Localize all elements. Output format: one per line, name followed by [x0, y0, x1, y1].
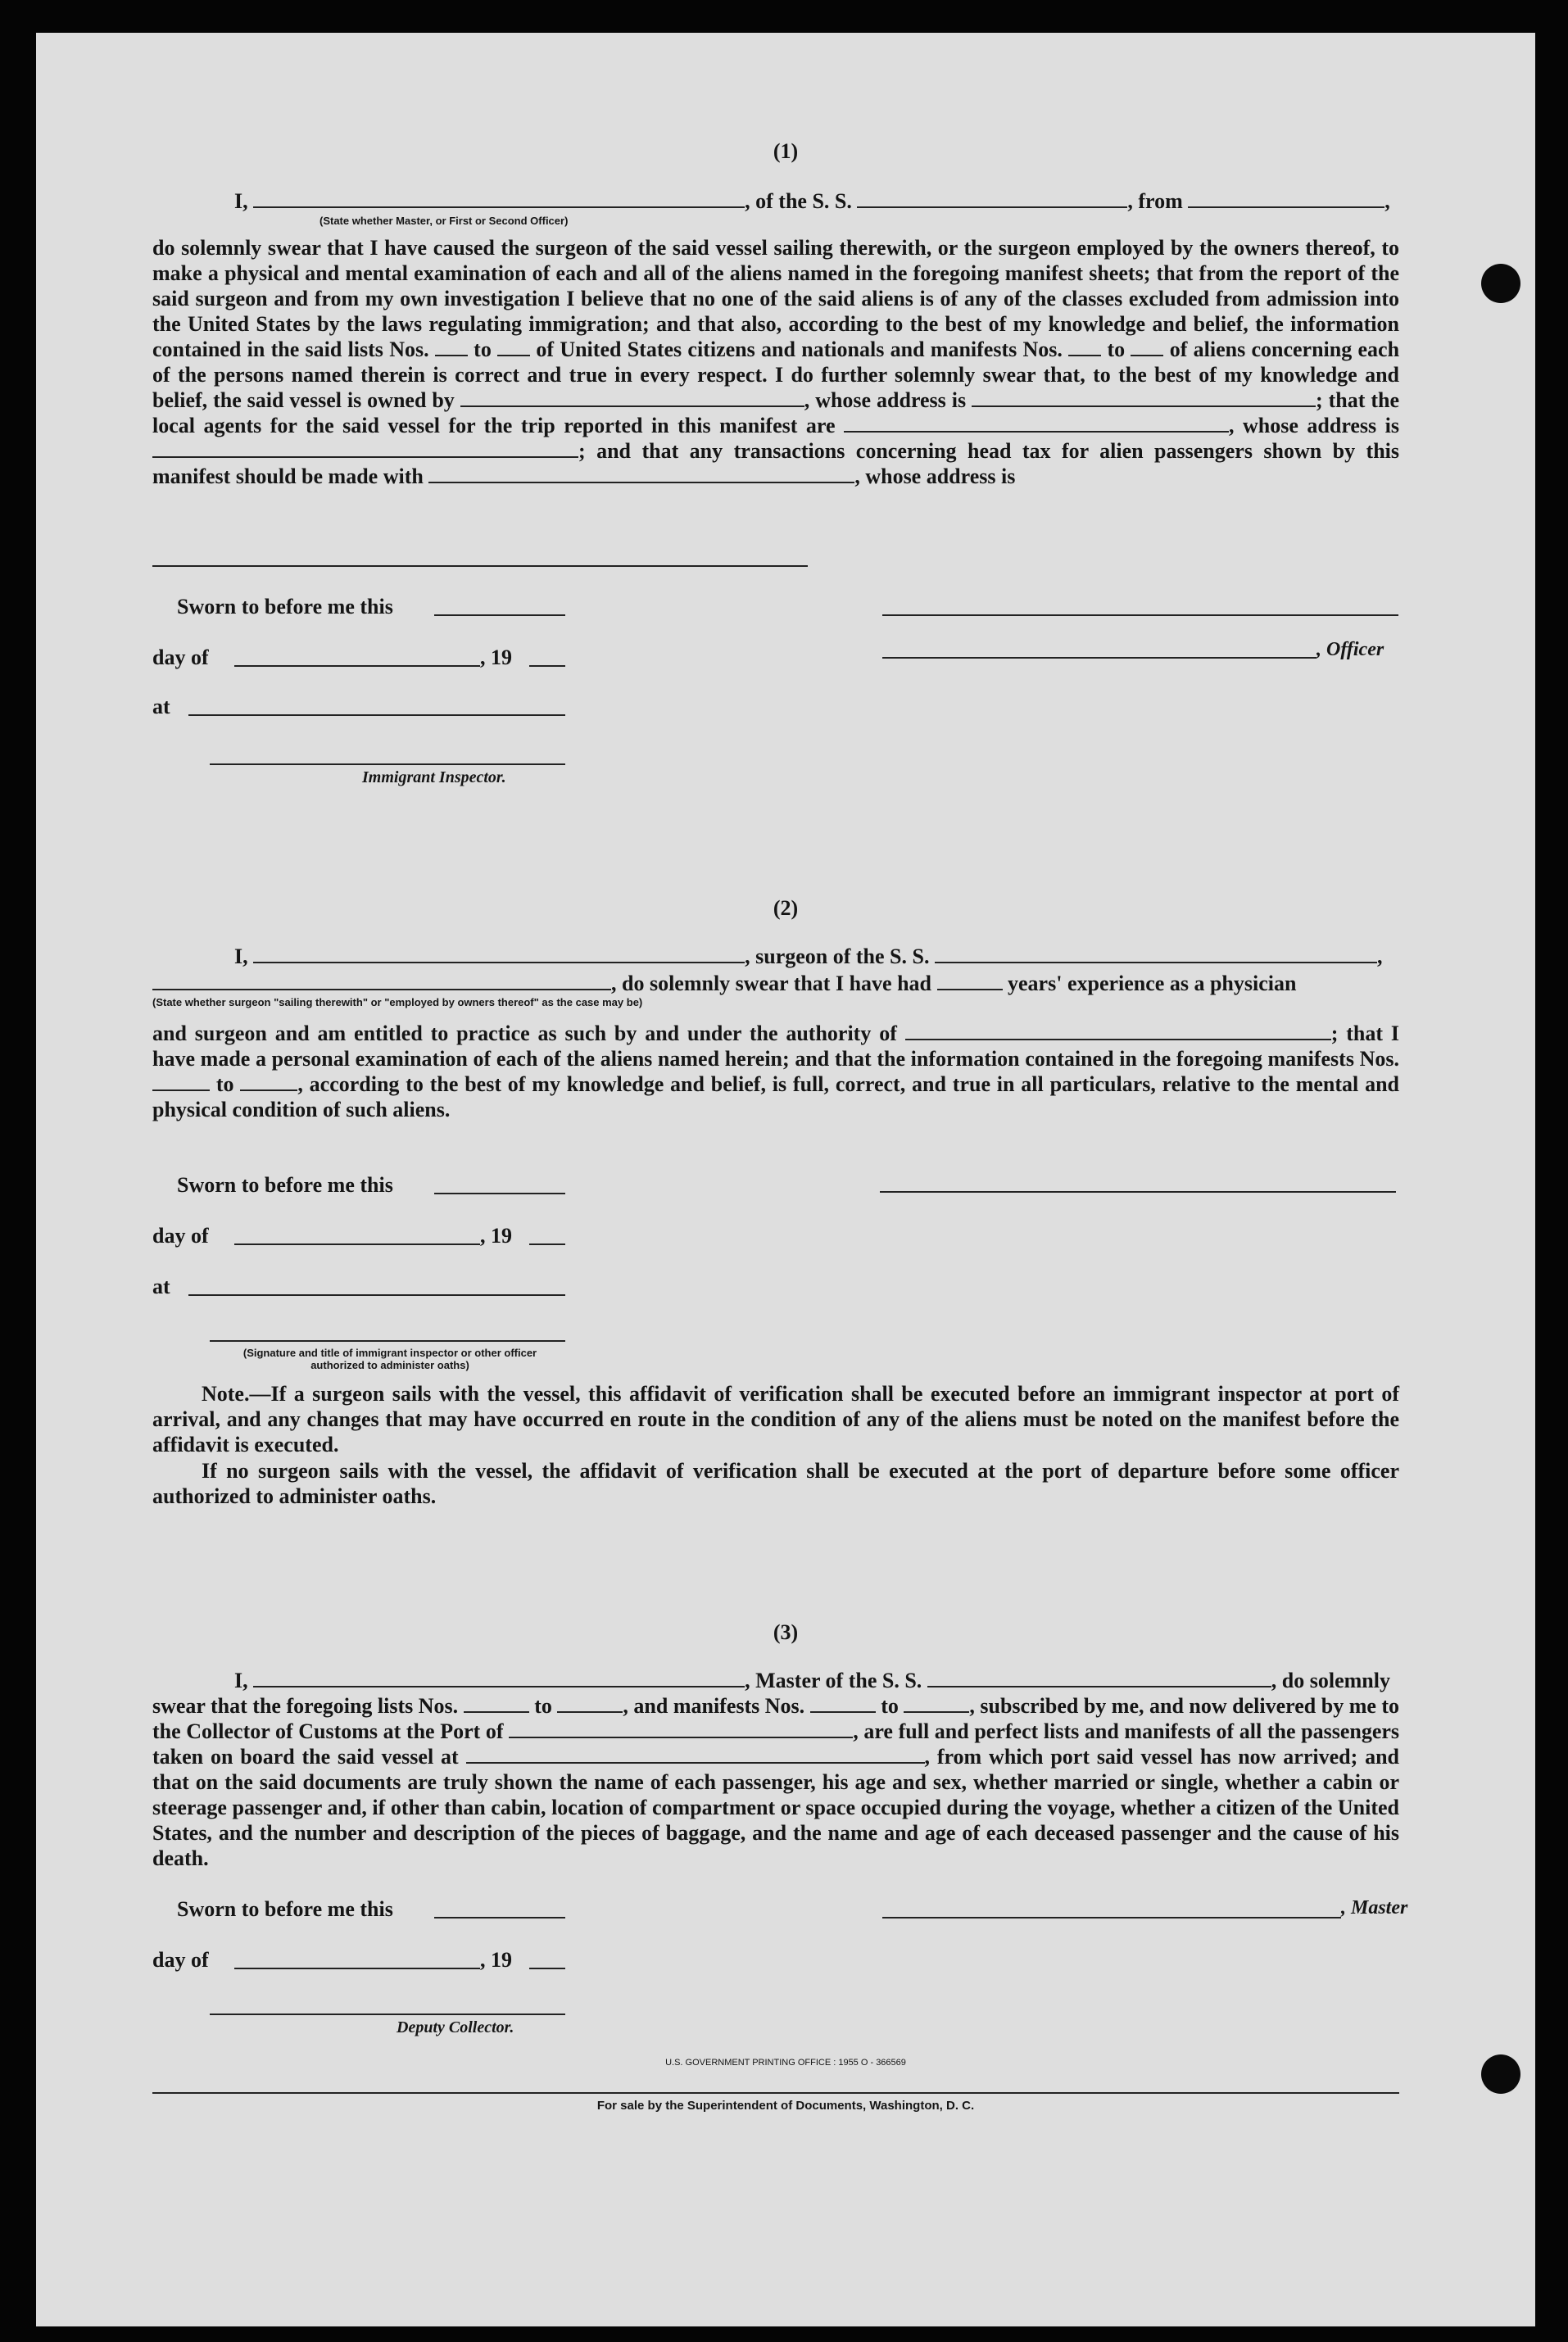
practice-authority-blank[interactable]: [905, 1022, 1331, 1040]
master-title: , Master: [1341, 1897, 1408, 1918]
deputy-collector-title: Deputy Collector.: [397, 2018, 514, 2036]
departure-port-blank[interactable]: [1188, 190, 1384, 208]
section-3-sworn-label: Sworn to before me this: [177, 1897, 393, 1921]
vessel-name-blank[interactable]: [857, 190, 1127, 208]
section-1-sworn-label: Sworn to before me this: [177, 595, 393, 618]
section-2-number: (2): [773, 896, 799, 920]
section-3-number: (3): [773, 1620, 799, 1644]
printing-office-imprint: U.S. GOVERNMENT PRINTING OFFICE : 1955 O - 366569: [665, 2058, 906, 2068]
agents-address-blank[interactable]: [152, 440, 578, 458]
sale-notice: For sale by the Superintendent of Documents, Washington, D. C.: [596, 2099, 975, 2113]
manifests-to-blank[interactable]: [1131, 338, 1163, 356]
section-1-day-of-line[interactable]: [234, 665, 480, 667]
surgeon-name-blank[interactable]: [253, 945, 745, 963]
section-3-oath-text: swear that the foregoing lists Nos. to , and manifests Nos. to , subscribed by me, and now delivered by me to the Collector of Customs at the Port of , are full and perfect lists and manifests of all the passengers taken on board the said vessel at , from which port said vessel has now arrived; and that on the said documents are truly shown the name of each passenger, his age and sex, whether married or single, whether a cabin or steerage passenger and, if other than cabin, location of compartment or space occupied during the voyage, whether a citizen of the United States, and the number and description of the pieces of baggage, and the name and age of each deceased passenger and the cause of his death.: [152, 1694, 1400, 1870]
section-3-first-line: I, , Master of the S. S. , do solemnly: [234, 1669, 1390, 1692]
boarding-port-blank[interactable]: [466, 1746, 925, 1764]
section-3-day-of-label: day of: [152, 1948, 209, 1972]
section-3-sworn-day-line[interactable]: [434, 1917, 565, 1918]
officer-rank-hint: (State whether Master, or First or Second Officer): [319, 215, 569, 227]
surgeon-vessel-blank[interactable]: [935, 945, 1377, 963]
head-tax-party-blank[interactable]: [428, 465, 854, 483]
surgeon-status-blank[interactable]: [152, 972, 611, 990]
section-1-year-label: , 19: [480, 646, 512, 669]
master-name-blank[interactable]: [253, 1669, 745, 1687]
local-agents-blank[interactable]: [844, 414, 1229, 433]
note-label: Note.: [202, 1382, 250, 1406]
master-manifests-to-blank[interactable]: [904, 1695, 969, 1713]
form-page: [36, 33, 1535, 2326]
owner-address-blank[interactable]: [972, 389, 1316, 407]
section-3-year-label: , 19: [480, 1948, 512, 1972]
section-3-year-line[interactable]: [529, 1968, 565, 1969]
section-2-at-label: at: [152, 1275, 170, 1298]
inspector-signature-hint: (Signature and title of immigrant inspector or other officer authorized to administer oaths): [242, 1347, 537, 1371]
section-2-oath-text: and surgeon and am entitled to practice as such by and under the authority of ; that I have made a personal examination of each of the aliens named herein; and that the information contained in the foregoing manifests Nos. to , according to the best of my knowledge and belief, is full, correct, and true in all particulars, relative to the mental and physical condition of such aliens.: [152, 1022, 1399, 1121]
section-1-officer-signature-line[interactable]: [882, 657, 1316, 659]
section-2-at-line[interactable]: [188, 1294, 565, 1296]
lists-from-blank[interactable]: [435, 338, 468, 356]
section-1-sworn-day-line[interactable]: [434, 614, 565, 616]
manifests-from-blank[interactable]: [1068, 338, 1101, 356]
section-1-oath-text: do solemnly swear that I have caused the surgeon of the said vessel sailing therewith, or the surgeon employed by the owners thereof, to make a physical and mental examination of each and all of the aliens named in the foregoing manifest sheets; that from the report of the said surgeon and from my own investigation I believe that no one of the said aliens is of any of the classes excluded from admission into the United States by the laws regulating immigration; and that also, according to the best of my knowledge and belief, the information contained in the said lists Nos. to of United States citizens and nationals and manifests Nos. to of aliens concerning each of the persons named therein is correct and true in every respect. I do further solemnly swear that, to the best of my knowledge and belief, the said vessel is owned by , whose address is ; that the local agents for the said vessel for the trip reported in this manifest are , whose address is ; and that any transactions concerning head tax for alien passengers shown by this manifest should be made with , whose address is: [152, 236, 1400, 488]
head-tax-address-line[interactable]: [152, 565, 808, 567]
inspector-signature-line[interactable]: [210, 763, 565, 765]
vessel-owner-blank[interactable]: [460, 389, 804, 407]
surgeon-manifests-from-blank[interactable]: [152, 1073, 210, 1091]
section-2-second-line: , do solemnly swear that I have had years' experience as a physician: [152, 971, 1399, 996]
no-surgeon-note: If no surgeon sails with the vessel, the affidavit of verification shall be executed at the port of departure before some officer authorized to administer oaths.: [152, 1459, 1399, 1508]
section-3-day-of-line[interactable]: [234, 1968, 480, 1969]
customs-port-blank[interactable]: [509, 1720, 853, 1738]
master-lists-to-blank[interactable]: [557, 1695, 623, 1713]
officer-title: , Officer: [1316, 639, 1384, 660]
surgeon-manifests-to-blank[interactable]: [240, 1073, 297, 1091]
section-1-year-line[interactable]: [529, 665, 565, 667]
master-manifests-from-blank[interactable]: [810, 1695, 876, 1713]
section-2-inspector-signature-line[interactable]: [210, 1340, 565, 1342]
punch-hole-top: [1481, 264, 1520, 303]
surgeon-signature-line[interactable]: [880, 1191, 1396, 1193]
officer-rank-blank[interactable]: [253, 190, 745, 208]
section-1-day-of-label: day of: [152, 646, 209, 669]
surgeon-status-hint: (State whether surgeon "sailing therewith" or "employed by owners thereof" as the case may be): [152, 996, 643, 1008]
section-2-year-label: , 19: [480, 1224, 512, 1248]
section-2-day-of-line[interactable]: [234, 1243, 480, 1245]
section-2-sworn-day-line[interactable]: [434, 1193, 565, 1194]
years-experience-blank[interactable]: [937, 972, 1003, 990]
footer-rule: [152, 2092, 1399, 2094]
section-1-at-label: at: [152, 695, 170, 718]
section-1-at-line[interactable]: [188, 714, 565, 716]
master-lists-from-blank[interactable]: [464, 1695, 529, 1713]
immigrant-inspector-title: Immigrant Inspector.: [362, 768, 506, 786]
section-1-number: (1): [773, 139, 799, 163]
section-2-year-line[interactable]: [529, 1243, 565, 1245]
collector-signature-line[interactable]: [210, 2014, 565, 2015]
master-signature-line[interactable]: [882, 1917, 1341, 1918]
lists-to-blank[interactable]: [497, 338, 530, 356]
section-1-first-line: I, , of the S. S. , from ,: [234, 189, 1390, 213]
section-2-sworn-label: Sworn to before me this: [177, 1173, 393, 1197]
master-vessel-blank[interactable]: [927, 1669, 1271, 1687]
section-2-day-of-label: day of: [152, 1224, 209, 1248]
section-1-officer-name-line[interactable]: [882, 614, 1398, 616]
surgeon-note: Note.—If a surgeon sails with the vessel, this affidavit of verification shall be executed before an immigrant inspector at port of arrival, and any changes that may have occurred en route in the condition of any of the aliens must be noted on the manifest before the affidavit is executed.: [152, 1382, 1399, 1456]
section-2-first-line: I, , surgeon of the S. S. ,: [234, 945, 1383, 968]
